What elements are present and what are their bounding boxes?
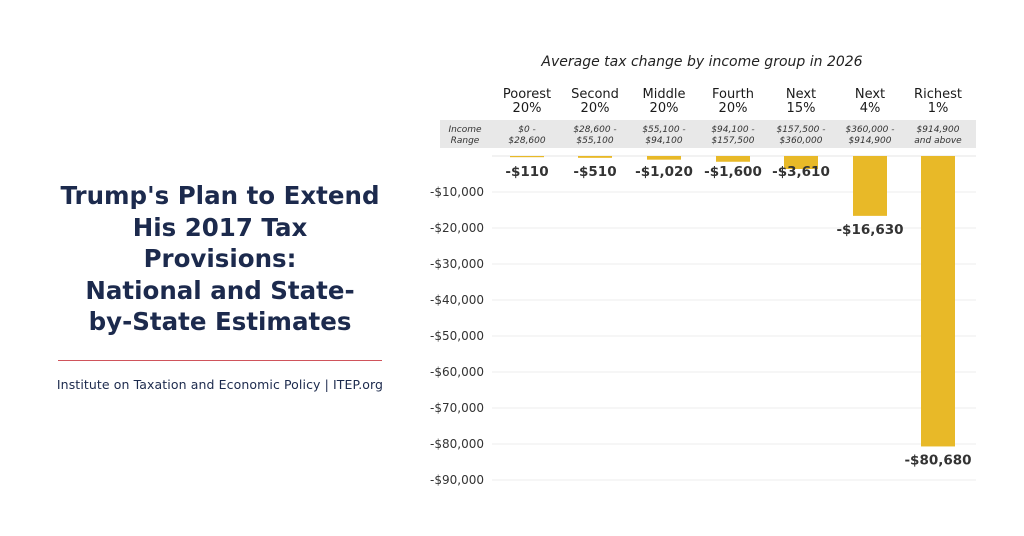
data-labels bbox=[505, 164, 971, 468]
category-label: Poorest bbox=[502, 87, 552, 102]
category-label: Fourth bbox=[712, 87, 754, 102]
income-range-label: $914,900 bbox=[848, 136, 892, 146]
category-label: 20% bbox=[649, 101, 679, 116]
y-tick-label: -$60,000 bbox=[430, 365, 484, 379]
bar bbox=[647, 156, 681, 160]
category-label: 15% bbox=[786, 101, 816, 116]
y-tick-label: -$30,000 bbox=[430, 257, 484, 271]
y-tick-label: -$90,000 bbox=[430, 473, 484, 487]
income-range-label: $94,100 bbox=[645, 136, 683, 146]
income-range-label: $360,000 bbox=[779, 136, 823, 146]
range-header-label: Range bbox=[450, 136, 480, 146]
range-header-label: Income bbox=[448, 125, 482, 135]
income-range-label: $914,900 bbox=[916, 125, 960, 135]
income-range-label: $157,500 - bbox=[776, 125, 826, 135]
bar bbox=[578, 156, 612, 158]
bars bbox=[510, 156, 955, 446]
category-label: 4% bbox=[859, 101, 881, 116]
bar bbox=[716, 156, 750, 162]
category-label: 20% bbox=[580, 101, 610, 116]
income-range-label: $28,600 bbox=[508, 136, 546, 146]
y-tick-label: -$20,000 bbox=[430, 221, 484, 235]
income-range-label: $0 - bbox=[518, 125, 536, 135]
category-label: 1% bbox=[927, 101, 949, 116]
income-range-label: $55,100 bbox=[576, 136, 614, 146]
y-tick-label: -$40,000 bbox=[430, 293, 484, 307]
category-label: Next bbox=[854, 87, 886, 102]
income-range-label: $360,000 - bbox=[845, 125, 895, 135]
data-label: -$16,630 bbox=[836, 221, 904, 238]
income-range-label: $28,600 - bbox=[573, 125, 617, 135]
income-range-label: $157,500 bbox=[711, 136, 755, 146]
y-tick-label: -$10,000 bbox=[430, 185, 484, 199]
income-range-label: $94,100 - bbox=[711, 125, 755, 135]
data-label: -$1,020 bbox=[635, 164, 693, 180]
income-range-label: $55,100 - bbox=[642, 125, 686, 135]
title-line: National and State- bbox=[85, 275, 355, 305]
data-label: -$110 bbox=[505, 164, 549, 180]
category-label: Second bbox=[571, 87, 619, 102]
income-range-label: and above bbox=[914, 136, 962, 146]
gridlines bbox=[492, 156, 976, 480]
category-label: 20% bbox=[718, 101, 748, 116]
data-label: -$510 bbox=[573, 164, 617, 180]
data-label: -$1,600 bbox=[704, 164, 762, 180]
title-line: Trump's Plan to Extend bbox=[60, 181, 380, 210]
y-tick-label: -$70,000 bbox=[430, 401, 484, 415]
title-line: His 2017 Tax Provisions: bbox=[132, 212, 308, 273]
chart-title: Average tax change by income group in 2026 bbox=[541, 54, 863, 70]
data-label: -$3,610 bbox=[772, 164, 830, 180]
category-label: 20% bbox=[512, 101, 542, 116]
y-tick-label: -$80,000 bbox=[430, 437, 484, 451]
source-credit: Institute on Taxation and Economic Policy | ITEP.org bbox=[56, 376, 384, 392]
category-label: Middle bbox=[642, 87, 686, 102]
y-tick-label: -$50,000 bbox=[430, 329, 484, 343]
title-line: by-State Estimates bbox=[88, 307, 352, 336]
category-label: Next bbox=[785, 87, 817, 102]
bar bbox=[510, 156, 544, 157]
category-label: Richest bbox=[914, 87, 962, 102]
y-axis-ticks bbox=[430, 185, 484, 487]
bar bbox=[853, 156, 887, 216]
data-label: -$80,680 bbox=[904, 452, 972, 469]
bar bbox=[921, 156, 955, 446]
